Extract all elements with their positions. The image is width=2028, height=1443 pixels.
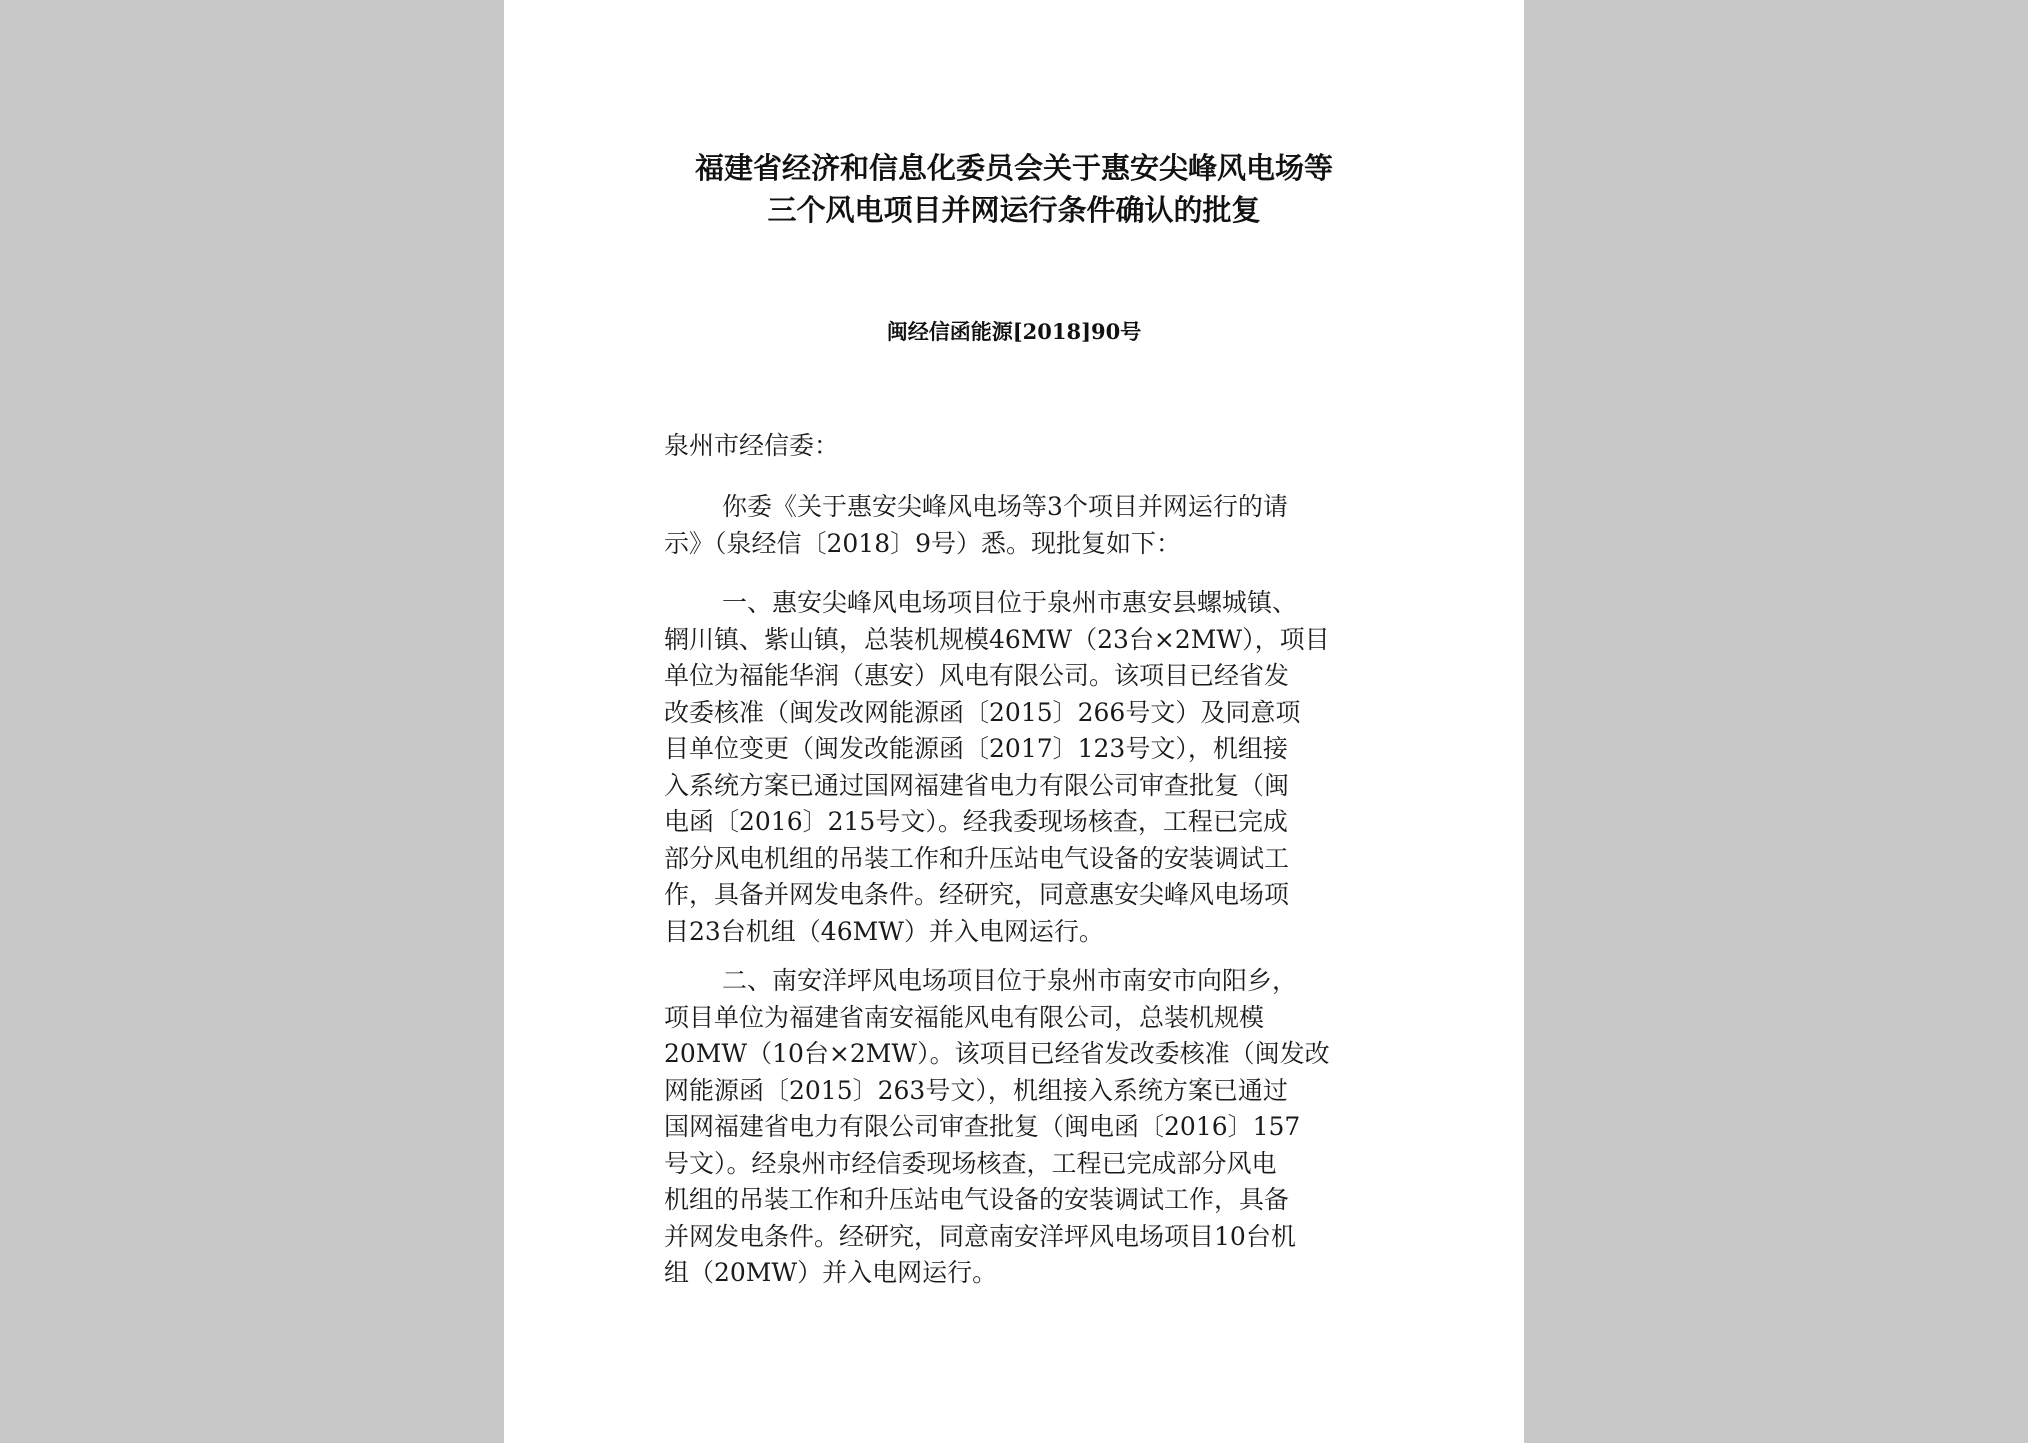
paragraph-line: 号文）。经泉州市经信委现场核查，工程已完成部分风电 bbox=[664, 1148, 1277, 1178]
paragraph-line: 目23台机组（46MW）并入电网运行。 bbox=[664, 916, 1104, 946]
paragraph-line: 单位为福能华润（惠安）风电有限公司。该项目已经省发 bbox=[664, 661, 1290, 690]
paragraph-line: 你委《关于惠安尖峰风电场等3个项目并网运行的请 bbox=[722, 492, 1288, 521]
paragraph-line: 辋川镇、紫山镇，总装机规模46MW（23台×2MW），项目 bbox=[664, 624, 1330, 654]
paragraph-item-1 bbox=[664, 585, 1384, 950]
paragraph-line: 部分风电机组的吊装工作和升压站电气设备的安装调试工 bbox=[664, 843, 1290, 873]
paragraph-line: 作，具备并网发电条件。经研究，同意惠安尖峰风电场项 bbox=[664, 880, 1290, 909]
paragraph-line: 并网发电条件。经研究，同意南安洋坪风电场项目10台机 bbox=[664, 1221, 1296, 1251]
paragraph-line: 机组的吊装工作和升压站电气设备的安装调试工作，具备 bbox=[664, 1185, 1290, 1214]
addressee: 泉州市经信委： bbox=[664, 431, 840, 460]
paragraph-line: 入系统方案已通过国网福建省电力有限公司审查批复（闽 bbox=[664, 770, 1290, 800]
paragraph-line: 示》（泉经信〔2018〕9号）悉。现批复如下： bbox=[664, 528, 1182, 558]
document-number: 闽经信函能源[2018]90号 bbox=[886, 319, 1142, 344]
paragraph-line: 项目单位为福建省南安福能风电有限公司，总装机规模 bbox=[664, 1002, 1265, 1032]
paragraph-line: 国网福建省电力有限公司审查批复（闽电函〔2016〕157 bbox=[664, 1112, 1301, 1141]
paragraph-item-2 bbox=[664, 963, 1384, 1292]
paragraph-line: 一、惠安尖峰风电场项目位于泉州市惠安县螺城镇、 bbox=[722, 588, 1298, 617]
paragraph-intro bbox=[664, 489, 1384, 562]
paragraph-line: 改委核准（闽发改网能源函〔2015〕266号文）及同意项 bbox=[664, 697, 1301, 727]
document-title-line-2: 三个风电项目并网运行条件确认的批复 bbox=[767, 193, 1261, 227]
document-title-line-1: 福建省经济和信息化委员会关于惠安尖峰风电场等 bbox=[694, 151, 1333, 185]
paragraph-line: 二、南安洋坪风电场项目位于泉州市南安市向阳乡， bbox=[722, 966, 1298, 995]
paragraph-line: 目单位变更（闽发改能源函〔2017〕123号文），机组接 bbox=[664, 734, 1288, 763]
paragraph-line: 20MW（10台×2MW）。该项目已经省发改委核准（闽发改 bbox=[664, 1039, 1330, 1068]
paragraph-line: 组（20MW）并入电网运行。 bbox=[664, 1258, 998, 1287]
document-page bbox=[504, 0, 1524, 1443]
paragraph-line: 电函〔2016〕215号文）。经我委现场核查，工程已完成 bbox=[664, 807, 1288, 836]
paragraph-line: 网能源函〔2015〕263号文），机组接入系统方案已通过 bbox=[664, 1075, 1288, 1105]
